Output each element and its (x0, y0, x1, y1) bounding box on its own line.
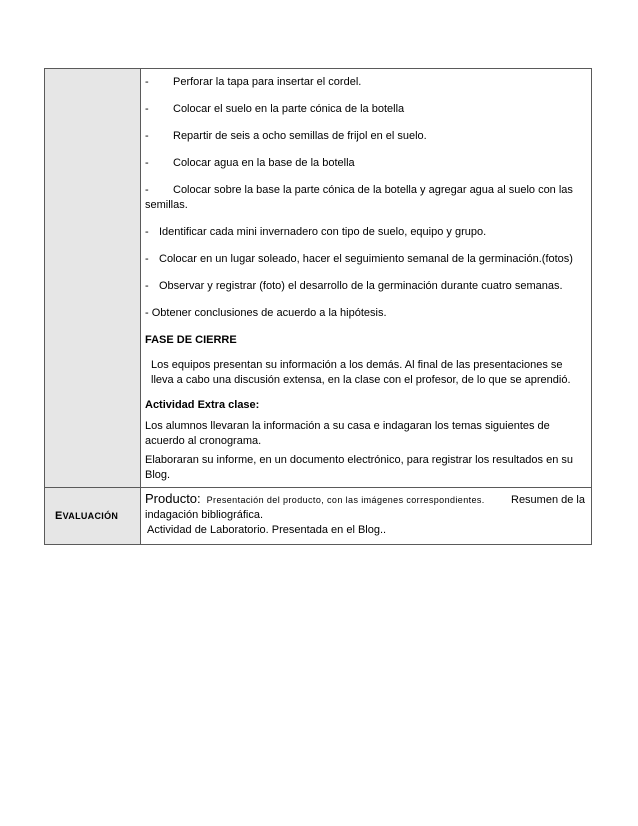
product-line-3: Actividad de Laboratorio. Presentada en el Blog.. (147, 524, 387, 536)
procedure-step: - Observar y registrar (foto) el desarrollo de la germinación durante cuatro semanas. (145, 280, 563, 292)
procedure-step: - Repartir de seis a ocho semillas de frijol en el suelo. (145, 130, 427, 142)
extra-text-2: Elaboraran su informe, en un documento electrónico, para registrar los resultados en su Blog. (145, 454, 574, 481)
procedure-step: - Perforar la tapa para insertar el cordel. (145, 76, 362, 88)
procedure-step: - Colocar en un lugar soleado, hacer el seguimiento semanal de la germinación.(fotos) (145, 253, 573, 265)
procedure-step: - Colocar sobre la base la parte cónica de la botella y agregar agua al suelo con las semillas. (145, 184, 573, 211)
evaluation-content-cell (141, 488, 591, 544)
activity-table (44, 68, 592, 545)
procedure-step: - Colocar el suelo en la parte cónica de la botella (145, 103, 405, 115)
procedure-cell (141, 69, 591, 487)
evaluation-label: EVALUACIÓN (55, 510, 119, 522)
procedure-step: - Colocar agua en la base de la botella (145, 157, 355, 169)
closing-text: Los equipos presentan su información a los demás. Al final de las presentaciones se lleva a cabo una discusión extensa, en la clase con el profesor, de lo que se aprendió. (151, 359, 571, 386)
evaluation-row (45, 487, 591, 544)
extra-heading: Actividad Extra clase: (145, 399, 260, 411)
procedure-step: - Obtener conclusiones de acuerdo a la hipótesis. (145, 307, 387, 319)
extra-text-1: Los alumnos llevaran la información a su casa e indagaran los temas siguientes de acuerdo al cronograma. (145, 420, 550, 447)
closing-heading: FASE DE CIERRE (145, 334, 237, 346)
product-line: Producto: Presentación del producto, con las imágenes correspondientes. Resumen de la (145, 491, 585, 506)
development-row (45, 69, 591, 487)
procedure-step: - Identificar cada mini invernadero con tipo de suelo, equipo y grupo. (145, 226, 487, 238)
row-label-cell (45, 69, 141, 487)
evaluation-label-cell (45, 488, 141, 544)
product-line-2: indagación bibliográfica. (145, 509, 264, 521)
